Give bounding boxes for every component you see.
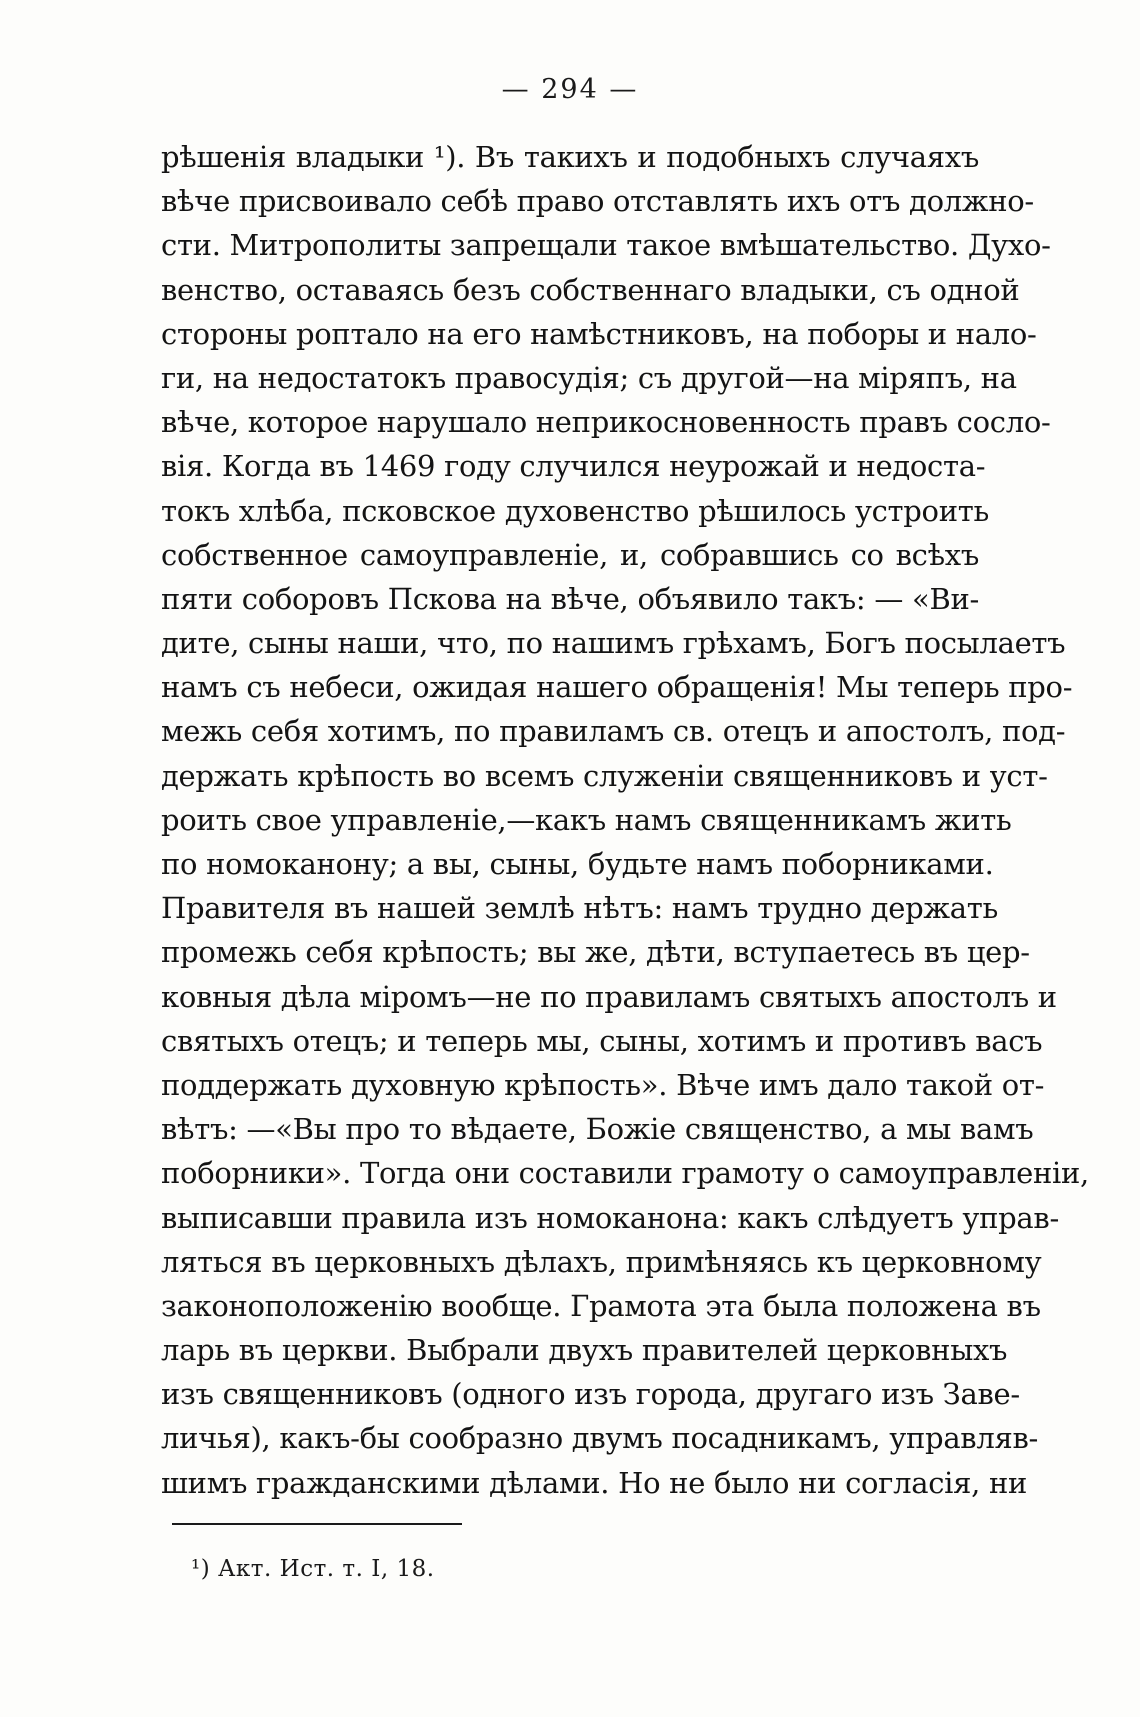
page-number: — 294 — — [501, 74, 639, 105]
text-line: ларь въ церкви. Выбрали двухъ правителей церковныхъ — [161, 1333, 1008, 1368]
text-line: пяти соборовъ Пскова на вѣче, объявило такъ: — «Ви- — [161, 581, 979, 616]
text-line: изъ священниковъ (одного изъ города, другаго изъ Заве- — [161, 1377, 1020, 1412]
text-line: сти. Митрополиты запрещали такое вмѣшательство. Духо- — [161, 228, 1051, 263]
text-line: святыхъ отецъ; и теперь мы, сыны, хотимъ и противъ васъ — [161, 1023, 1043, 1058]
text-line: личья), какъ-бы сообразно двумъ посадникамъ, управляв- — [161, 1421, 1038, 1456]
footnote: ¹) Акт. Ист. т. I, 18. — [191, 1556, 435, 1582]
text-line: шимъ гражданскими дѣлами. Но не было ни согласія, ни — [161, 1465, 1027, 1500]
text-line: токъ хлѣба, псковское духовенство рѣшилось устроить — [161, 493, 989, 528]
text-line: по номоканону; а вы, сыны, будьте намъ поборниками. — [161, 847, 994, 881]
text-line: поборники». Тогда они составили грамоту о самоуправленіи, — [161, 1156, 1089, 1191]
text-line: вія. Когда въ 1469 году случился неурожай и недоста- — [161, 449, 986, 484]
text-line: поддержать духовную крѣпость». Вѣче имъ дало такой от- — [161, 1067, 1045, 1102]
text-line: намъ съ небеси, ожидая нашего обращенія! Мы теперь про- — [161, 670, 1073, 705]
text-line: межь себя хотимъ, по правиламъ св. отецъ и апостолъ, под- — [161, 714, 1066, 749]
text-line: законоположенію вообще. Грамота эта была положена въ — [161, 1288, 1041, 1323]
text-line: дите, сыны наши, что, по нашимъ грѣхамъ, Богъ посылаетъ — [161, 626, 1066, 661]
text-line: рѣшенія владыки ¹). Въ такихъ и подобныхъ случаяхъ — [161, 140, 979, 174]
text-line: ляться въ церковныхъ дѣлахъ, примѣняясь къ церковному — [161, 1244, 1042, 1279]
text-line: ги, на недостатокъ правосудія; съ другой—на міряпъ, на — [161, 360, 1017, 395]
text-line: вѣтъ: —«Вы про то вѣдаете, Божіе священство, а мы вамъ — [161, 1112, 1034, 1147]
body-text — [161, 135, 1089, 1505]
text-line: Правителя въ нашей землѣ нѣтъ: намъ трудно держать — [161, 891, 998, 926]
text-line: ковныя дѣла міромъ—не по правиламъ святыхъ апостолъ и — [161, 979, 1057, 1014]
text-line: промежь себя крѣпость; вы же, дѣти, вступаетесь въ цер- — [161, 935, 1030, 970]
text-line: роить свое управленіе,—какъ намъ священникамъ жить — [161, 802, 1012, 837]
text-line: вѣче, которое нарушало неприкосновенность правъ сосло- — [161, 405, 1051, 440]
text-line: собственное самоуправленіе, и, собравшись со всѣхъ — [161, 537, 979, 572]
text-line: стороны роптало на его намѣстниковъ, на поборы и нало- — [161, 316, 1037, 351]
text-line: держать крѣпость во всемъ служеніи священниковъ и уст- — [161, 758, 1048, 793]
text-line: венство, оставаясь безъ собственнаго владыки, съ одной — [161, 272, 1020, 307]
footnote-divider — [172, 1523, 462, 1525]
text-line: выписавши правила изъ номоканона: какъ слѣдуетъ управ- — [161, 1200, 1059, 1235]
text-line: вѣче присвоивало себѣ право отставлять ихъ отъ должно- — [161, 184, 1034, 219]
